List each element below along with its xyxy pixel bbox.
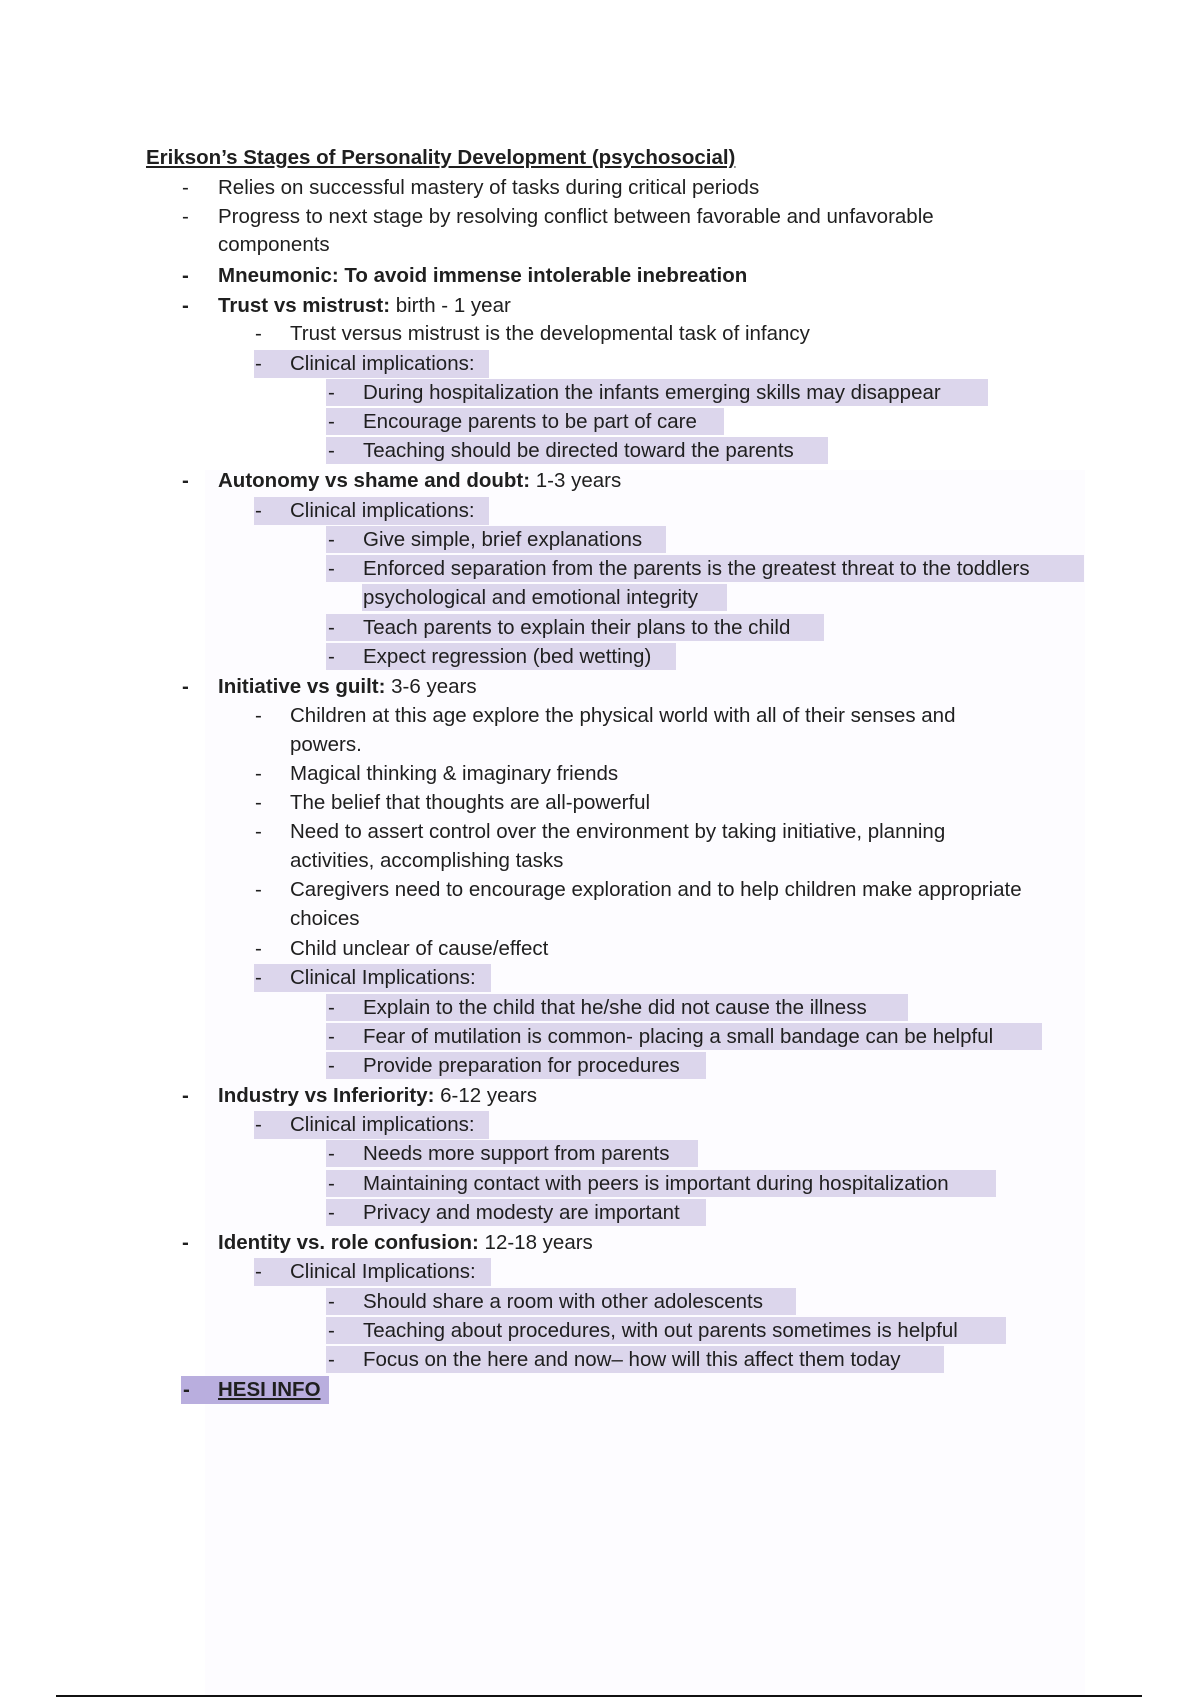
- bullet-dash: -: [255, 937, 262, 960]
- stage-identity: [218, 1229, 593, 1257]
- bullet-dash: -: [255, 878, 262, 901]
- stage-autonomy: [218, 467, 621, 495]
- initiative-note: Children at this age explore the physical world with all of their senses and: [290, 704, 956, 727]
- page-bottom-rule: [56, 1695, 1142, 1697]
- stage-trust: [218, 292, 511, 320]
- initiative-note: Caregivers need to encourage exploration and to help children make appropriate: [290, 878, 1022, 901]
- bullet-dash: -: [182, 675, 189, 698]
- autonomy-clinical-row: [254, 497, 489, 525]
- identity-clinical-label: Clinical Implications:: [290, 1260, 476, 1283]
- industry-item: [326, 1199, 706, 1226]
- intro-line-1: Relies on successful mastery of tasks during critical periods: [218, 176, 760, 199]
- bullet-dash: -: [183, 1378, 190, 1401]
- bullet-dash: -: [328, 439, 335, 462]
- bullet-dash: -: [255, 499, 262, 522]
- bullet-dash: -: [255, 704, 262, 727]
- identity-item-text: Teaching about procedures, with out parents sometimes is helpful: [363, 1319, 958, 1342]
- bullet-dash: -: [182, 205, 189, 228]
- trust-item: [326, 437, 828, 464]
- bullet-dash: -: [328, 1201, 335, 1224]
- industry-clinical-row: [254, 1111, 489, 1139]
- bullet-dash: -: [328, 996, 335, 1019]
- initiative-item: [326, 1023, 1042, 1050]
- stage-autonomy-age: 1-3 years: [530, 469, 622, 492]
- autonomy-item-text: Give simple, brief explanations: [363, 528, 643, 551]
- bullet-dash: -: [255, 762, 262, 785]
- autonomy-item-text: Enforced separation from the parents is the greatest threat to the toddlers: [363, 557, 1030, 580]
- autonomy-item-text: Expect regression (bed wetting): [363, 645, 652, 668]
- bullet-dash: -: [182, 176, 189, 199]
- initiative-item-text: Fear of mutilation is common- placing a small bandage can be helpful: [363, 1025, 994, 1048]
- industry-item-text: Needs more support from parents: [363, 1142, 670, 1165]
- identity-item: [326, 1346, 944, 1373]
- identity-item-text: Should share a room with other adolescents: [363, 1290, 763, 1313]
- bullet-dash: -: [255, 791, 262, 814]
- bullet-dash: -: [182, 1231, 189, 1254]
- bullet-dash: -: [255, 820, 262, 843]
- initiative-note: Need to assert control over the environment by taking initiative, planning: [290, 820, 946, 843]
- industry-item: [326, 1170, 996, 1197]
- stage-identity-heading: Identity vs. role confusion:: [218, 1231, 479, 1254]
- initiative-note: The belief that thoughts are all-powerful: [290, 791, 651, 814]
- bullet-dash: -: [182, 1084, 189, 1107]
- initiative-item-text: Provide preparation for procedures: [363, 1054, 680, 1077]
- bullet-dash: -: [328, 1172, 335, 1195]
- initiative-item: [326, 1052, 706, 1079]
- page-title: Erikson’s Stages of Personality Development (psychosocial): [146, 146, 736, 169]
- stage-industry-age: 6-12 years: [434, 1084, 537, 1107]
- initiative-clinical-label: Clinical Implications:: [290, 966, 476, 989]
- bullet-dash: -: [255, 352, 262, 375]
- bullet-dash: -: [255, 1260, 262, 1283]
- autonomy-item-cont: [362, 584, 727, 611]
- autonomy-item: [326, 614, 824, 641]
- stage-identity-age: 12-18 years: [478, 1231, 593, 1254]
- bullet-dash: -: [328, 1319, 335, 1342]
- stage-industry-heading: Industry vs Inferiority:: [218, 1084, 435, 1107]
- bullet-dash: -: [255, 322, 262, 345]
- trust-item: [326, 379, 988, 406]
- bullet-dash: -: [328, 1054, 335, 1077]
- autonomy-item: [326, 643, 676, 670]
- bullet-dash: -: [255, 966, 262, 989]
- trust-item: [326, 408, 724, 435]
- autonomy-clinical-label: Clinical implications:: [290, 499, 475, 522]
- identity-item: [326, 1288, 796, 1315]
- bullet-dash: -: [328, 1025, 335, 1048]
- bullet-dash: -: [182, 469, 189, 492]
- stage-autonomy-heading: Autonomy vs shame and doubt:: [218, 469, 531, 492]
- trust-item-text: Encourage parents to be part of care: [363, 410, 697, 433]
- mnemonic-line: Mneumonic: To avoid immense intolerable inebreation: [218, 264, 748, 287]
- bullet-dash: -: [255, 1113, 262, 1136]
- hesi-info-heading: HESI INFO: [218, 1378, 321, 1401]
- initiative-note-cont: powers.: [290, 733, 362, 756]
- bullet-dash: -: [328, 557, 335, 580]
- bullet-dash: -: [182, 264, 189, 287]
- initiative-note-cont: activities, accomplishing tasks: [290, 849, 564, 872]
- initiative-clinical-row: [254, 964, 491, 992]
- initiative-item: [326, 994, 908, 1021]
- initiative-item-text: Explain to the child that he/she did not cause the illness: [363, 996, 867, 1019]
- bullet-dash: -: [328, 645, 335, 668]
- bullet-dash: -: [328, 528, 335, 551]
- industry-item: [326, 1140, 698, 1167]
- stage-initiative-age: 3-6 years: [385, 675, 477, 698]
- industry-item-text: Maintaining contact with peers is important during hospitalization: [363, 1172, 949, 1195]
- autonomy-item: [326, 555, 1084, 582]
- autonomy-item-text: psychological and emotional integrity: [363, 586, 699, 609]
- trust-item-text: During hospitalization the infants emerging skills may disappear: [363, 381, 941, 404]
- trust-note: Trust versus mistrust is the developmental task of infancy: [290, 322, 810, 345]
- stage-initiative-heading: Initiative vs guilt:: [218, 675, 386, 698]
- trust-clinical-label: Clinical implications:: [290, 352, 475, 375]
- bullet-dash: -: [328, 616, 335, 639]
- stage-initiative: [218, 673, 477, 701]
- initiative-note: Child unclear of cause/effect: [290, 937, 549, 960]
- identity-item: [326, 1317, 1006, 1344]
- autonomy-item-text: Teach parents to explain their plans to the child: [363, 616, 791, 639]
- intro-line-2: Progress to next stage by resolving conflict between favorable and unfavorable: [218, 205, 934, 228]
- bullet-dash: -: [182, 294, 189, 317]
- identity-clinical-row: [254, 1258, 491, 1286]
- trust-clinical-row: [254, 350, 489, 378]
- bullet-dash: -: [328, 1348, 335, 1371]
- identity-item-text: Focus on the here and now– how will this affect them today: [363, 1348, 901, 1371]
- stage-trust-heading: Trust vs mistrust:: [218, 294, 391, 317]
- bullet-dash: -: [328, 1142, 335, 1165]
- industry-clinical-label: Clinical implications:: [290, 1113, 475, 1136]
- bullet-dash: -: [328, 381, 335, 404]
- initiative-note-cont: choices: [290, 907, 360, 930]
- initiative-note: Magical thinking & imaginary friends: [290, 762, 619, 785]
- industry-item-text: Privacy and modesty are important: [363, 1201, 680, 1224]
- bullet-dash: -: [328, 1290, 335, 1313]
- bullet-dash: -: [328, 410, 335, 433]
- hesi-info-row: [181, 1376, 329, 1404]
- trust-item-text: Teaching should be directed toward the parents: [363, 439, 794, 462]
- stage-trust-age: birth - 1 year: [390, 294, 511, 317]
- autonomy-item: [326, 526, 666, 553]
- intro-line-2-cont: components: [218, 233, 330, 256]
- stage-industry: [218, 1082, 537, 1110]
